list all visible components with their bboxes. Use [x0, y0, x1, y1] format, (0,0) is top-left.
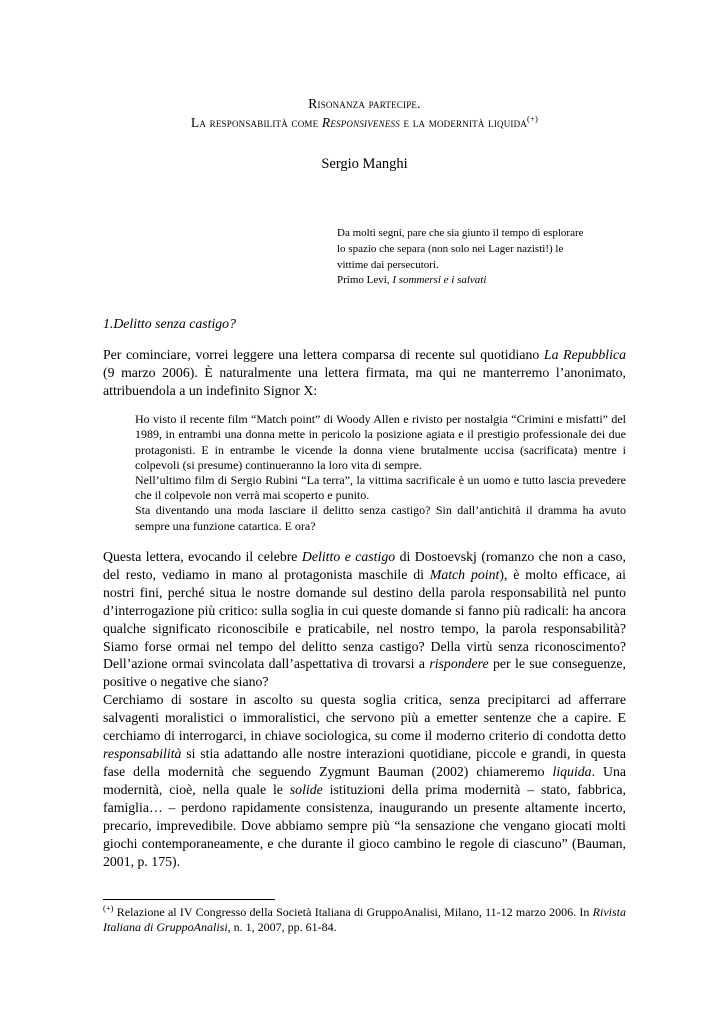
section-heading: 1.Delitto senza castigo?: [103, 316, 236, 332]
footnote-rule: [103, 899, 275, 900]
epigraph-attribution-work: I sommersi e i salvati: [392, 274, 487, 287]
footnote-text-italic: Rivista Italiana di GruppoAnalisi: [103, 904, 626, 935]
epigraph-line: lo spazio che separa (non solo nei Lager nazisti!) le: [337, 242, 564, 255]
paragraph-text: si stia adattando alle nostre interazioni quotidiane, piccole e grandi, in questa fase della modernità che seguendo Zygmunt Bauman (2002) chiameremo: [103, 746, 626, 779]
paragraph-text-italic: Match point: [429, 566, 500, 582]
paper-title-line1: Risonanza partecipe.: [308, 96, 421, 111]
paragraph-text-italic: responsabilità: [103, 746, 182, 762]
quote-paragraph: Nell’ultimo film di Sergio Rubini “La terra”, la vittima sacrificale è un uomo e tutto lascia prevedere che il colpevole non verrà mai scoperto e punito.: [135, 473, 626, 503]
footnote-marker: (+): [103, 902, 114, 913]
paragraph-text: istituzioni della prima modernità – stato, fabbrica, famiglia… – perdono rapidamente consistenza, inaugurando un presente altamente incerto, precario, imprevedibile. Dove abbiamo sempre più “la sensazione che vengano giocati molti giochi contemporaneamente, e che durante il gioco cambino le regole di ciascuno” (Bauman, 2001, p. 175).: [103, 781, 626, 869]
author-name: Sergio Manghi: [321, 155, 408, 172]
footnote: [103, 902, 626, 936]
paragraph-text-italic: Delitto e castigo: [301, 548, 396, 564]
epigraph-attribution: [337, 273, 626, 289]
paragraph-text-italic: La Repubblica: [543, 347, 626, 363]
paragraph-text-italic: liquida: [552, 764, 592, 779]
paragraph-text: ), è molto efficace, ai nostri fini, perché situa le nostre domande sul destino della parola responsabilità nel punto d’interrogazione più critico: sulla soglia in cui queste domande si fanno più radicali: ha ancora qualche significato riconoscibile e praticabile, nel nostro tempo, la parola responsabilità? Siamo forse ormai nel tempo del delitto senza castigo? Della virtù senza riconoscimento? Dell’azione ormai svincolata dall’aspettativa di trovarsi a: [103, 566, 626, 672]
paragraph-2: [103, 548, 626, 691]
paragraph-1: [103, 346, 626, 400]
paragraph-3: [103, 691, 626, 870]
footnote-area: [103, 889, 626, 936]
paragraph-text-italic: rispondere: [429, 656, 489, 672]
epigraph-line: Da molti segni, pare che sia giunto il tempo di esplorare: [337, 226, 584, 239]
paragraph-text: Cerchiamo di sostare in ascolto su questa soglia critica, senza precipitarci ad afferrare salvagenti moralistici o immoralistici, che servono più a emetter sentenze che a capire. E cerchiamo di interrogarci, in chiave sociologica, su come il moderno criterio di condotta detto: [103, 692, 626, 744]
footnote-text: Relazione al IV Congresso della Società Italiana di GruppoAnalisi, Milano, 11-12 marzo 2006. In: [113, 904, 593, 919]
paragraph-text: (9 marzo 2006). È naturalmente una lettera firmata, ma qui ne manterremo l’anonimato, attribuendola a un indefinito Signor X:: [103, 365, 626, 399]
letter-quote: [135, 412, 626, 534]
title-footnote-marker: (+): [527, 113, 539, 124]
footnote-text: , n. 1, 2007, pp. 61-84.: [227, 920, 337, 935]
title-block: [103, 95, 626, 133]
paragraph-text: Per cominciare, vorrei leggere una lettera comparsa di recente sul quotidiano: [103, 347, 544, 363]
title-text-italic: Responsiveness: [321, 114, 400, 130]
paragraph-text: . Una modernità, cioè, nella quale le: [103, 764, 626, 797]
title-text: e la modernità liquida: [399, 114, 528, 130]
quote-paragraph: Sta diventando una moda lasciare il delitto senza castigo? Sin dall’antichità il dramma ha avuto sempre una funzione catartica. E ora?: [135, 503, 626, 533]
title-text: La responsabilità come: [190, 114, 322, 130]
quote-paragraph: Ho visto il recente film “Match point” di Woody Allen e rivisto per nostalgia “Crimini e misfatti” del 1989, in entrambi una donna mette in pericolo la posizione agiata e il prestigio professionale dei due protagonisti. E in entrambe le vicende la donna viene brutalmente uccisa (sacrificata) mentre i colpevoli (si presume) continueranno la loro vita di sempre.: [135, 412, 626, 472]
paragraph-text: Questa lettera, evocando il celebre: [103, 548, 302, 564]
epigraph-attribution-name: Primo Levi,: [337, 274, 393, 287]
paragraph-text: per le sue conseguenze, positive o negative che siano?: [103, 656, 626, 690]
paragraph-text: di Dostoevskj (romanzo che non a caso, del resto, vediamo in mano al protagonista maschile di: [103, 548, 626, 582]
epigraph: [337, 226, 626, 290]
epigraph-line: vittime dai persecutori.: [337, 258, 439, 271]
paper-title-line2: [103, 114, 626, 133]
paragraph-text-italic: solide: [289, 781, 323, 797]
